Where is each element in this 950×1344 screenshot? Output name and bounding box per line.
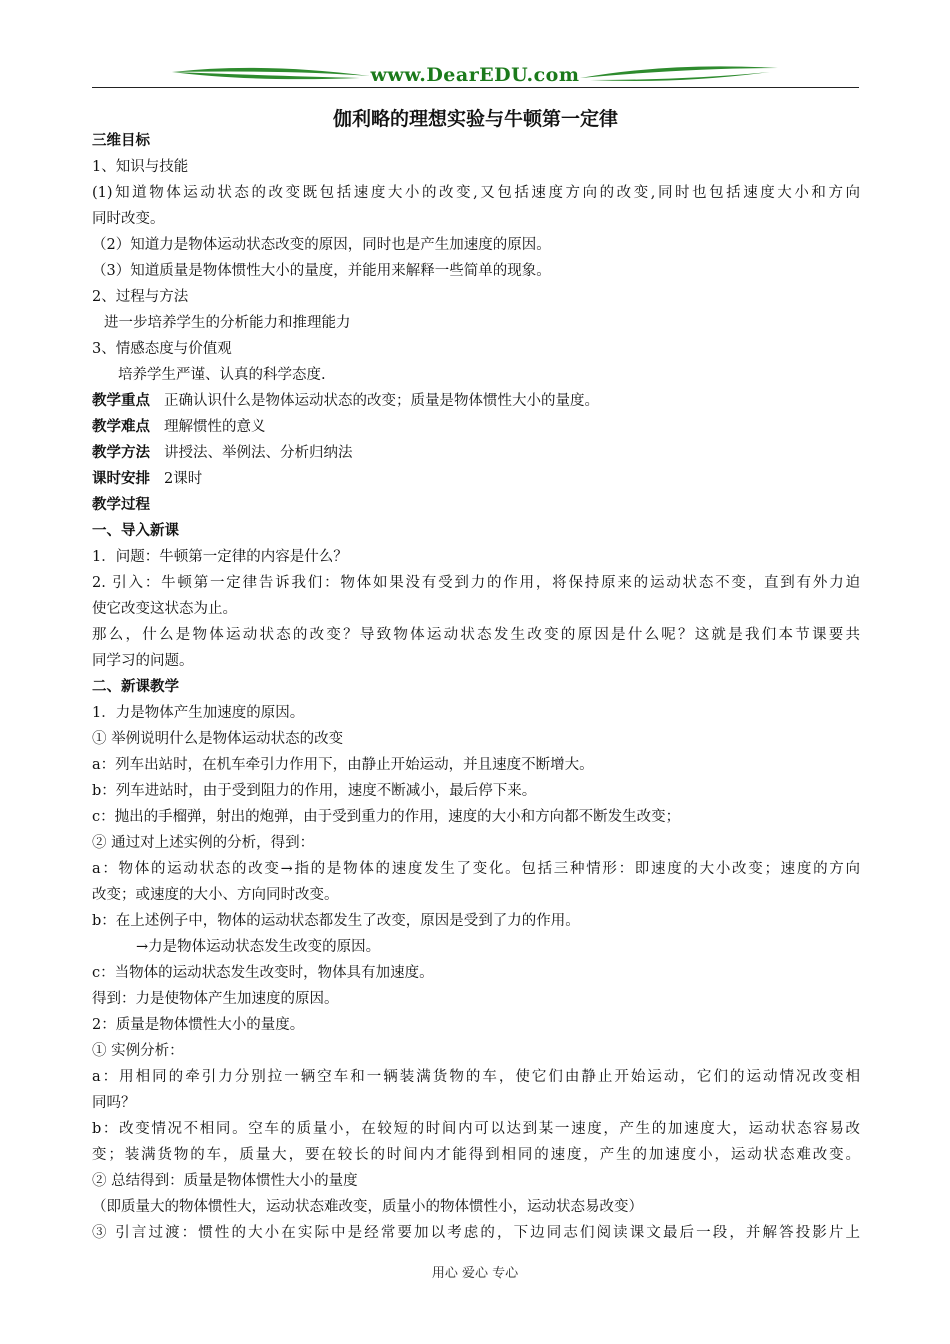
line-text: 使它改变这状态为止。: [92, 601, 237, 617]
text-line: [92, 154, 860, 180]
section-label: 教学难点: [92, 419, 150, 435]
text-line: [92, 674, 860, 700]
line-text: 2：质量是物体惯性大小的量度。: [92, 1017, 305, 1033]
text-line: [92, 830, 860, 856]
text-line: [92, 388, 860, 414]
text-line: [92, 232, 860, 258]
text-line: [92, 1116, 860, 1142]
line-text: 正确认识什么是物体运动状态的改变；质量是物体惯性大小的量度。: [164, 393, 599, 409]
line-text: ① 举例说明什么是物体运动状态的改变: [92, 731, 344, 747]
header-rule: [92, 87, 859, 88]
text-line: [92, 648, 860, 674]
text-line: [92, 908, 860, 934]
line-text: 一、导入新课: [92, 523, 179, 539]
line-text: 改变；或速度的大小、方向同时改变。: [92, 887, 339, 903]
text-line: [92, 856, 860, 882]
line-text: 1．问题：牛顿第一定律的内容是什么？: [92, 549, 348, 565]
text-line: [92, 180, 860, 206]
line-text: （3）知道质量是物体惯性大小的量度，并能用来解释一些简单的现象。: [92, 263, 551, 279]
section-label: 教学重点: [92, 393, 150, 409]
text-line: [92, 1064, 860, 1090]
site-brand: www.DearEDU.com: [370, 64, 580, 86]
text-line: [92, 1038, 860, 1064]
text-line: [92, 726, 860, 752]
text-line: [92, 206, 860, 232]
line-text: c：当物体的运动状态发生改变时，物体具有加速度。: [92, 965, 434, 981]
text-line: [92, 622, 860, 648]
text-line: [92, 492, 860, 518]
line-text: →力是物体运动状态发生改变的原因。: [136, 939, 381, 955]
line-text: 2. 引入：牛顿第一定律告诉我们：物体如果没有受到力的作用，将保持原来的运动状态不变，直到有外力迫: [92, 575, 860, 591]
text-line: [92, 778, 860, 804]
line-text: 得到：力是使物体产生加速度的原因。: [92, 991, 339, 1007]
line-text: 那么，什么是物体运动状态的改变？导致物体运动状态发生改变的原因是什么呢？这就是我们本节课要共: [92, 627, 860, 643]
text-line: [92, 596, 860, 622]
text-line: [92, 284, 860, 310]
text-line: [92, 752, 860, 778]
line-text: 培养学生严谨、认真的科学态度.: [118, 367, 326, 383]
text-line: [92, 960, 860, 986]
text-line: [92, 414, 860, 440]
section-label: 课时安排: [92, 471, 150, 487]
text-line: [92, 258, 860, 284]
line-text: (1)知道物体运动状态的改变既包括速度大小的改变,又包括速度方向的改变,同时也包括速度大小和方向: [92, 185, 860, 201]
text-line: [92, 518, 860, 544]
line-text: 变；装满货物的车，质量大，要在较长的时间内才能得到相同的速度，产生的加速度小，运动状态难改变。: [92, 1147, 860, 1163]
line-text: ② 总结得到：质量是物体惯性大小的量度: [92, 1173, 358, 1189]
text-line: [92, 1012, 860, 1038]
line-text: b：列车进站时，由于受到阻力的作用，速度不断减小，最后停下来。: [92, 783, 537, 799]
line-text: a：物体的运动状态的改变→指的是物体的速度发生了变化。包括三种情形：即速度的大小改变；速度的方向: [92, 861, 860, 877]
line-text: 讲授法、举例法、分析归纳法: [164, 445, 353, 461]
line-text: 同时改变。: [92, 211, 165, 227]
line-text: a：用相同的牵引力分别拉一辆空车和一辆装满货物的车，使它们由静止开始运动，它们的运动情况改变相: [92, 1069, 860, 1085]
text-line: [92, 310, 860, 336]
line-text: 1．力是物体产生加速度的原因。: [92, 705, 305, 721]
text-line: [92, 804, 860, 830]
document-title: 伽利略的理想实验与牛顿第一定律: [332, 108, 618, 130]
text-line: [92, 1220, 860, 1246]
section-label: 教学方法: [92, 445, 150, 461]
text-line: [92, 544, 860, 570]
line-text: 理解惯性的意义: [164, 419, 266, 435]
text-line: [92, 882, 860, 908]
line-text: b：在上述例子中，物体的运动状态都发生了改变，原因是受到了力的作用。: [92, 913, 580, 929]
line-text: （即质量大的物体惯性大，运动状态难改变，质量小的物体惯性小，运动状态易改变）: [92, 1199, 643, 1215]
text-line: [92, 1090, 860, 1116]
page-footer: 用心 爱心 专心: [431, 1266, 519, 1281]
line-text: 教学过程: [92, 497, 150, 513]
text-line: [92, 986, 860, 1012]
text-line: [92, 128, 860, 154]
line-text: 三维目标: [92, 133, 150, 149]
text-line: [92, 362, 860, 388]
text-line: [92, 1194, 860, 1220]
line-text: b：改变情况不相同。空车的质量小，在较短的时间内可以达到某一速度，产生的加速度大，运动状态容易改: [92, 1121, 860, 1137]
text-line: [92, 440, 860, 466]
text-line: [92, 700, 860, 726]
line-text: ③ 引言过渡：惯性的大小在实际中是经常要加以考虑的，下边同志们阅读课文最后一段，并解答投影片上: [92, 1225, 860, 1241]
text-line: [92, 570, 860, 596]
line-text: 同吗？: [92, 1095, 136, 1111]
line-text: 同学习的问题。: [92, 653, 194, 669]
line-text: 二、新课教学: [92, 679, 179, 695]
line-text: 1、知识与技能: [92, 159, 189, 175]
text-line: [92, 1142, 860, 1168]
line-text: 3、情感态度与价值观: [92, 341, 232, 357]
line-text: 进一步培养学生的分析能力和推理能力: [104, 315, 351, 331]
line-text: 2、过程与方法: [92, 289, 189, 305]
line-text: 2课时: [164, 471, 203, 487]
text-line: [92, 934, 860, 960]
line-text: c：抛出的手榴弹，射出的炮弹，由于受到重力的作用，速度的大小和方向都不断发生改变；: [92, 809, 681, 825]
text-line: [92, 466, 860, 492]
line-text: ② 通过对上述实例的分析，得到：: [92, 835, 315, 851]
line-text: （2）知道力是物体运动状态改变的原因，同时也是产生加速度的原因。: [92, 237, 551, 253]
line-text: ① 实例分析：: [92, 1043, 184, 1059]
document-body: [92, 128, 860, 1246]
text-line: [92, 1168, 860, 1194]
line-text: a：列车出站时，在机车牵引力作用下，由静止开始运动，并且速度不断增大。: [92, 757, 594, 773]
text-line: [92, 336, 860, 362]
